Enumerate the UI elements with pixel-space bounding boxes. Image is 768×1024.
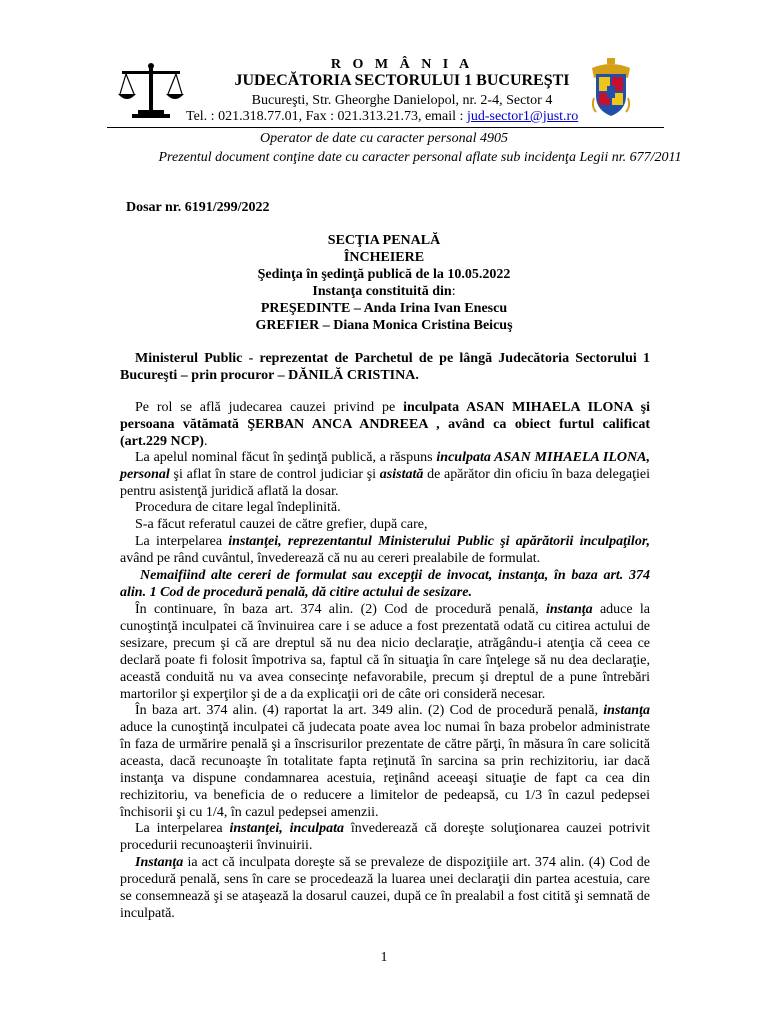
presiding-judge: PREŞEDINTE – Anda Irina Ivan Enescu [260, 301, 508, 316]
clerk: GREFIER – Diana Monica Cristina Beicuş [255, 318, 513, 333]
procedure-text-c: aduce la cunoştinţă inculpatei că judecata poate avea loc numai în baza probelor administrate în faza de urmărire penală şi a înscrisurilor prezentate de către părţi, în măsura în care solicită aceasta, dacă recunoaşte în totalitate fapta reţinută în sarcina sa prin rechizitoriu, iar dacă instanţa va dispune condamnarea acestuia, reţinând aceeaşi situaţie de fapt ca cea din rechizitoriu, va beneficia de o reducere a limitelor de pedeapsă, cu 1/3 în cazul pedepsei închisorii şi cu 1/4, în cazul pedepsei amenzii. [120, 720, 650, 820]
request-parties: instanţei, inculpata [229, 821, 345, 836]
case-number: Dosar nr. 6191/299/2022 [126, 200, 270, 215]
case-text-end: . [203, 434, 208, 449]
header-contact [186, 109, 578, 125]
roll-call-paragraph [120, 449, 650, 500]
reading-paragraph: Nemaifiind alte cereri de formulat sau excepţii de invocat, instanţa, în baza art. 374 alin. 1 Cod de procedură penală, dă citire actului de sesizare. [120, 568, 650, 600]
header-country: R O M Â N I A [330, 57, 474, 72]
defendant-request-paragraph [120, 820, 650, 854]
email-link[interactable]: jud-sector1@just.ro [466, 109, 579, 124]
personal-data-notice: Prezentul document conţine date cu caracter personal aflate sub incidenţa Legii nr. 677/2011 [158, 150, 682, 165]
header-divider [107, 127, 664, 128]
roll-call-text-c: şi aflat în stare de control judiciar şi [169, 467, 380, 482]
page-number: 1 [380, 950, 388, 965]
roll-call-text-a: La apelul nominal făcut în şedinţă publică, a răspuns [135, 450, 437, 465]
roll-call-text-e: de apărător din oficiu în baza delegaţiei pentru asistenţă juridică aflată la dosar. [120, 467, 650, 499]
case-text-parties: inculpata ASAN MIHAELA ILONA şi persoana vătămată ŞERBAN ANCA ANDREEA , având ca obiect furtul calificat (art.229 NCP) [120, 400, 651, 449]
rights-instanta: instanţa [545, 602, 593, 617]
interpellation-paragraph [120, 533, 650, 567]
interpellation-text-c: având pe rând cuvântul, învederează că nu au cereri prealabile de formulat. [120, 551, 541, 566]
procedure-instanta: instanţa [603, 703, 650, 718]
report-paragraph: S-a făcut referatul cauzei de către grefier, după care, [135, 517, 428, 532]
court-composition-text: Instanţa constituită din [312, 284, 452, 299]
request-text-a: La interpelarea [135, 821, 230, 836]
rights-text-c: aduce la cunoştinţă inculpatei că învinuirea care i se aduce a fost prezentată odată cu citirea actului de sesizare, precum şi că are dreptul să nu dea nicio declaraţie, atrăgându-i atenţia că ceea ce declară poate fi folosit împotriva sa, faptul că în situaţia în care înţelege să nu dea declaraţie, această conduită nu va avea consecinţe nefavorabile, precum şi dreptul de a pune întrebări martorilor şi experţilor şi de a da explicaţii ori de câte ori consideră necesar. [120, 602, 650, 702]
case-text-a: Pe rol se află judecarea cauzei privind pe [135, 400, 404, 415]
rights-text-a: În continuare, în baza art. 374 alin. (2) Cod de procedură penală, [135, 602, 546, 617]
rights-paragraph [120, 601, 650, 703]
declaration-paragraph [120, 854, 650, 922]
prosecutor-paragraph: Ministerul Public - reprezentat de Parchetul de pe lângă Judecătoria Sectorului 1 Bucureşti – prin procuror – DĂNILĂ CRISTINA. [120, 351, 650, 383]
court-composition-label: Instanţa constituită din: [312, 284, 456, 299]
request-text-c: învederează că doreşte soluţionarea cauzei potrivit procedurii recunoaşterii învinuirii. [120, 821, 651, 853]
header-address: Bucureşti, Str. Gheorghe Danielopol, nr. 2-4, Sector 4 [251, 93, 553, 108]
section-title: SECŢIA PENALĂ [327, 233, 441, 248]
interpellation-text-a: La interpelarea [135, 534, 229, 549]
header-contact-text: Tel. : 021.318.77.01, Fax : 021.313.21.73, email : [186, 109, 467, 124]
summons-paragraph: Procedura de citare legal îndeplinită. [135, 500, 341, 515]
session-date: Şedinţa în şedinţă publică de la 10.05.2022 [257, 267, 511, 282]
header-court-name: JUDECĂTORIA SECTORULUI 1 BUCUREŞTI [234, 72, 570, 89]
declaration-instanta: Instanţa [135, 855, 184, 870]
procedure-paragraph [120, 702, 650, 821]
case-paragraph [120, 399, 650, 450]
interpellation-parties: instanţei, reprezentantul Ministerului Public şi apărătorii inculpaţilor, [228, 534, 650, 549]
procedure-text-a: În baza art. 374 alin. (4) raportat la art. 349 alin. (2) Cod de procedură penală, [135, 703, 604, 718]
document-type: ÎNCHEIERE [343, 250, 425, 265]
session-header [0, 232, 768, 334]
roll-call-assisted: asistată [379, 467, 424, 482]
declaration-text: ia act că inculpata doreşte să se prevaleze de dispoziţiile art. 374 alin. (4) Cod de procedură penală, sens în care se procedează la luarea unei declaraţii din partea acestuia, care se consemnează şi se ataşează la dosarul cauzei, după ce în prealabil a fost citită şi semnată de inculpată. [120, 855, 650, 921]
roll-call-defendant: inculpata ASAN MIHAELA ILONA, personal [120, 450, 650, 482]
operator-notice: Operator de date cu caracter personal 4905 [259, 131, 509, 146]
